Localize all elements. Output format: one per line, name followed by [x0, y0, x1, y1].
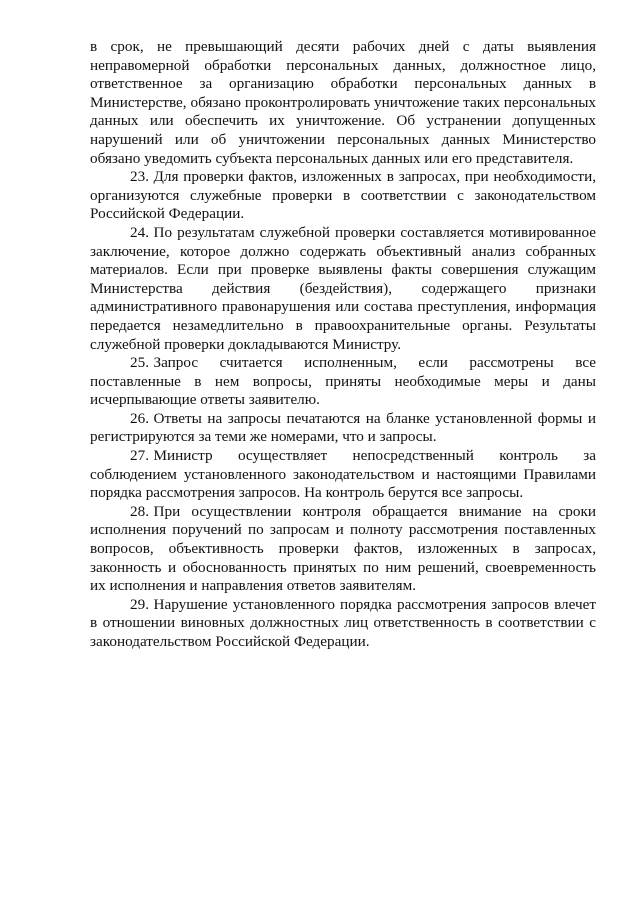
paragraph-26 [90, 410, 596, 447]
paragraph-28 [90, 503, 596, 596]
paragraph-23 [90, 168, 596, 224]
paragraph-number: 28. [130, 502, 149, 520]
paragraph-number: 23. [130, 168, 149, 186]
paragraph-continuation [90, 38, 596, 168]
paragraph-text: Для проверки фактов, изложенных в запросах, при необходимости, организуются служебные проверки в соответствии с законодательством Российской Федерации. [90, 168, 596, 223]
paragraph-text: Запрос считается исполненным, если рассмотрены все поставленные в нем вопросы, приняты необходимые меры и даны исчерпывающие ответы заявителю. [90, 354, 596, 409]
paragraph-text: По результатам служебной проверки составляется мотивированное заключение, которое должно содержать объективный анализ собранных материалов. Если при проверке выявлены факты совершения служащим Министерства действия (бездействия), содержащего признаки административного правонарушения или состава преступления, информация передается незамедлительно в правоохранительные органы. Результаты служебной проверки докладываются Министру. [90, 223, 596, 353]
paragraph-text: Ответы на запросы печатаются на бланке установленной формы и регистрируются за теми же номерами, что и запросы. [90, 409, 596, 446]
paragraph-25 [90, 354, 596, 410]
paragraph-text: При осуществлении контроля обращается внимание на сроки исполнения поручений по запросам и полноту рассмотрения поставленных вопросов, объективность проверки фактов, изложенных в запросах, законность и обоснованность принятых по ним решений, своевременность их исполнения и направления ответов заявителям. [90, 502, 596, 595]
paragraph-text: Нарушение установленного порядка рассмотрения запросов влечет в отношении виновных должностных лиц ответственность в соответствии с законодательством Российской Федерации. [90, 595, 596, 650]
paragraph-number: 27. [130, 447, 149, 465]
paragraph-text: Министр осуществляет непосредственный контроль за соблюдением установленного законодательством и настоящими Правилами порядка рассмотрения запросов. На контроль берутся все запросы. [90, 447, 596, 502]
paragraph-number: 25. [130, 354, 149, 372]
paragraph-24 [90, 224, 596, 354]
paragraph-number: 26. [130, 409, 149, 427]
paragraph-27 [90, 447, 596, 503]
paragraph-number: 29. [130, 595, 149, 613]
paragraph-29 [90, 596, 596, 652]
paragraph-number: 24. [130, 223, 149, 241]
paragraph-text: в срок, не превышающий десяти рабочих дней с даты выявления неправомерной обработки персональных данных, должностное лицо, ответственное за организацию обработки персональных данных в Министерстве, обязано проконтролировать уничтожение таких персональных данных или обеспечить их уничтожение. Об устранении допущенных нарушений или об уничтожении персональных данных Министерство обязано уведомить субъекта персональных данных или его представителя. [90, 38, 596, 167]
document-page [90, 38, 596, 652]
